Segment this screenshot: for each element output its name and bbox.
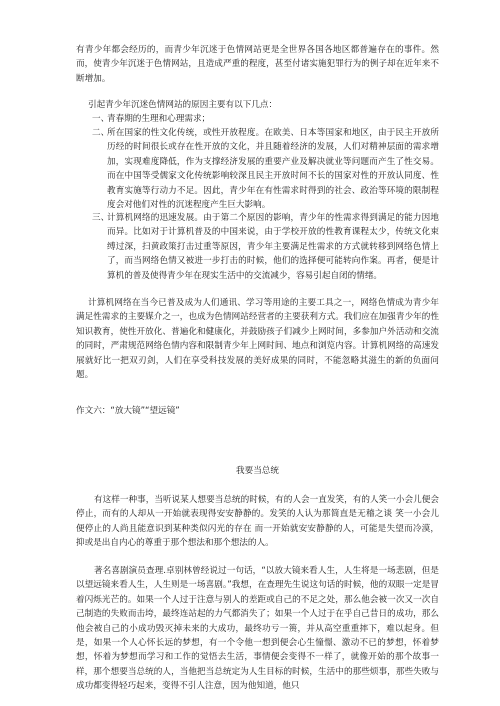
causes-intro-text: 引起青少年沉迷色情网站的原因主要有以下几点： — [88, 100, 278, 110]
conclusion-paragraph — [76, 296, 439, 382]
body-paragraph-2-text: 著名喜剧演员查理.卓别林曾经说过一句话，“以放大镜来看人生，人生将是一场悲剧，但是以望远镜来看人生，人生则是一场喜剧。”我想，在查理先生说这句话的时候，他的双眼一定是冒着闪烁光芒的。如果一个人过于注意与别人的差距或自己的不足之处，那么他会被一次又一次自己制造的失败而击垮，最终连站起的力气都消失了；如果一个人过于在乎自己昔日的成功，那么他会被自己的小成功毁灭掉未来的大成功，最终功亏一篑，并从高空重重摔下，难以起身。但是，如果一个人心怀长远的梦想，有一个令他一想到便会心生憧憬、激动不已的梦想，怀着梦想，怀着为梦想而学习和工作的觉悟去生活，事情便会变得不一样了，就像开始的那个故事一样，那个想要当总统的人，当他把当总统定为人生目标的时候，生活中的那些烦事，那些失败与成功都变得轻巧起来，变得不引人注意，因为他知道，他只 — [76, 566, 439, 692]
intro-paragraph — [76, 43, 439, 86]
intro-text: 有青少年都会经历的，而青少年沉迷于色情网站更是全世界各国各地区都普遍存在的事件。然而，使青少年沉迷于色情网站，且造成严重的程度，甚至付诸实施犯罪行为的例子却在近年来不断增加。 — [76, 45, 439, 84]
causes-intro — [88, 98, 439, 112]
cause-2-number: 二、 — [92, 128, 110, 138]
cause-2-text: 所在国家的性文化传统，或性开放程度。在欧美、日本等国家和地区，由于民主开放所历经的时间很长或存在性开放的文化，并且随着经济的发展，人们对精神层面的需求增加，实现难度降低，作为支撑经济发展的重要产业及解决就业等问题而产生了性交易。而在中国等受儒家文化传统影响较深且民主开放时间不长的国家对性的开放认同度、性教育实施等行动力不足。因此，青少年在有性需求时得到的社会、政治等环境的限制程度会对他们对性的沉迷程度产生巨大影响。 — [107, 128, 439, 211]
cause-1-number: 一、 — [92, 114, 110, 124]
body-paragraph-1-text: 有这样一种事，当听说某人想要当总统的时候，有的人会一直发笑，有的人笑一小会儿便会停止，而有的人却从一开始就表现得安安静静的。发笑的人认为那简直是无稽之谈 笑一小会儿便停止的人尚且能意识到某种类似闪光的存在 而一开始就安安静静的人，可能是失望而冷漠，抑或是出自内心的尊重于那个想法和那个想法的人。 — [76, 495, 439, 549]
cause-3-number: 三、 — [92, 213, 110, 223]
body-paragraph-2 — [76, 564, 439, 694]
work6-heading: 作文六：“放大镜”“望远镜” — [76, 406, 180, 416]
body-paragraph-1 — [76, 493, 439, 551]
cause-3-text: 计算机网络的迅速发展。由于第二个原因的影响，青少年的性需求得到满足的能力因地而异。比如对于计算机普及的中国来说，由于学校开放的性教育课程太少，传统文化束缚过深，扫黄政策打击过重等原因，青少年主要满足性需求的方式就转移到网络色情上了，而当网络色情又被进一步打击的时候，他们的选择便可能转向作案。再者，便是计算机的普及使得青少年在现实生活中的交流减少，容易引起自闭的情绪。 — [107, 213, 439, 281]
essay-title: 我要当总统 — [236, 466, 279, 476]
cause-1-text: 青春期的生理和心理需求； — [107, 114, 211, 124]
conclusion-text: 计算机网络在当今已普及成为人们通讯、学习等用途的主要工具之一，网络色情成为青少年满足性需求的主要媒介之一，也成为色情网站经营者的主要获利方式。我们应在加强青少年的性知识教育，使性开放化、普遍化和健康化，并鼓励孩子们减少上网时间，多参加户外活动和交流的同时，严肃规范网络色情内容和限制青少年上网时间、地点和浏览内容。计算机网络的高速发展就好比一把双刃剑，人们在享受科技发展的美好成果的同时，不能忽略其滋生的新的负面问题。 — [76, 298, 439, 381]
